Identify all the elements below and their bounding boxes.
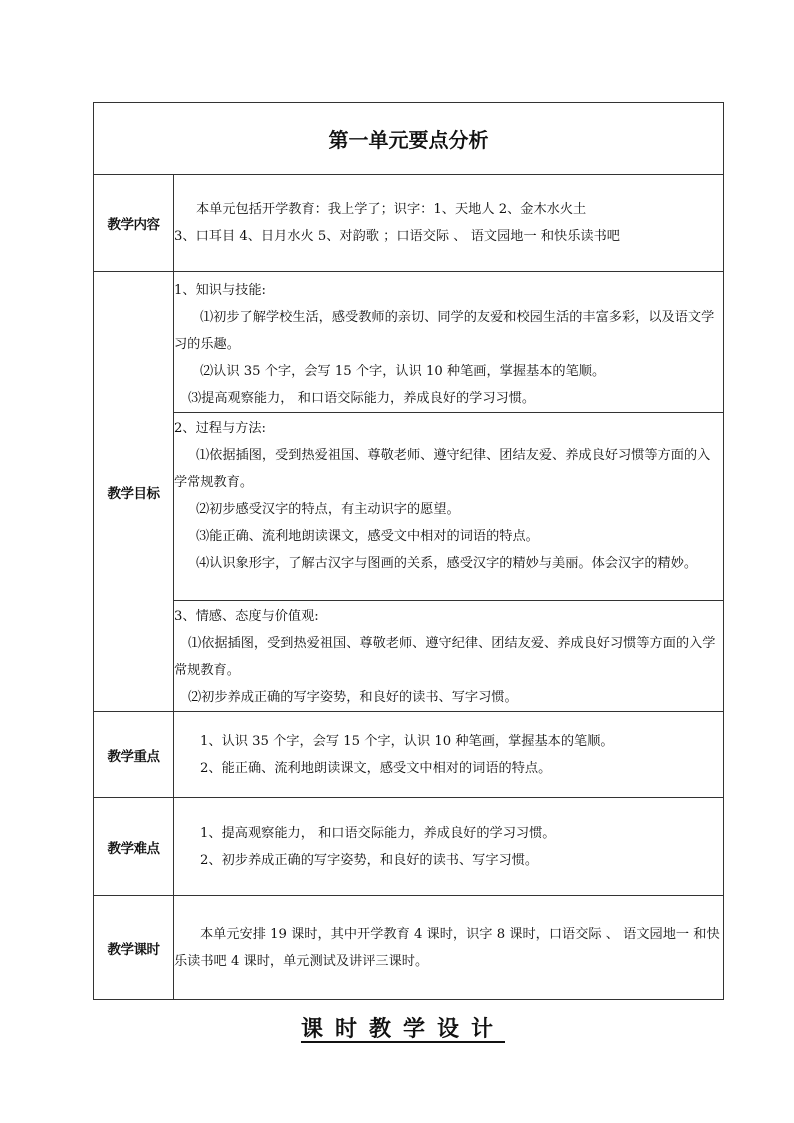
goal-line: ⑴依据插图，受到热爱祖国、尊敬老师、遵守纪律、团结友爱、养成良好习惯等方面的入学常规教育。 bbox=[174, 636, 716, 678]
teaching-goals-label: 教学目标 bbox=[94, 272, 174, 712]
difficulty-line: 1、提高观察能力， 和口语交际能力，养成良好的学习习惯。 bbox=[200, 825, 556, 841]
goal-line: ⑵认识 35 个字，会写 15 个字，认识 10 种笔画，掌握基本的笔顺。 bbox=[200, 364, 606, 379]
key-points-cell bbox=[174, 712, 724, 798]
unit-title: 第一单元要点分析 bbox=[94, 103, 724, 175]
class-hours-label: 教学课时 bbox=[94, 896, 174, 1000]
goals-row-attitude bbox=[94, 601, 724, 712]
difficulties-cell bbox=[174, 798, 724, 896]
class-hours-row bbox=[94, 896, 724, 1000]
goals-knowledge-cell bbox=[174, 272, 724, 413]
key-points-label: 教学重点 bbox=[94, 712, 174, 798]
goals-row-process bbox=[94, 413, 724, 601]
class-hours-text: 本单元安排 19 课时，其中开学教育 4 课时，识字 8 课时，口语交际 、 语文园地一 和快乐读书吧 4 课时，单元测试及讲评三课时。 bbox=[174, 926, 720, 969]
teaching-content-row bbox=[94, 175, 724, 272]
lesson-design-heading bbox=[0, 1012, 794, 1043]
goal-line: ⑴初步了解学校生活，感受教师的亲切、同学的友爱和校园生活的丰富多彩，以及语文学习的乐趣。 bbox=[174, 310, 715, 352]
goal-line: ⑵初步感受汉字的特点，有主动识字的愿望。 bbox=[196, 502, 460, 517]
goals-section-heading: 3、情感、态度与价值观: bbox=[174, 609, 319, 624]
goal-line: ⑵初步养成正确的写字姿势，和良好的读书、写字习惯。 bbox=[188, 690, 518, 705]
key-points-row bbox=[94, 712, 724, 798]
goal-line: ⑴依据插图，受到热爱祖国、尊敬老师、遵守纪律、团结友爱、养成良好习惯等方面的入学常规教育。 bbox=[174, 448, 711, 490]
goals-attitude-cell bbox=[174, 601, 724, 712]
goal-line: ⑶能正确、流利地朗读课文，感受文中相对的词语的特点。 bbox=[196, 529, 539, 544]
goals-section-heading: 1、知识与技能: bbox=[174, 283, 266, 298]
goals-process-cell bbox=[174, 413, 724, 601]
content-line: 3、口耳目 4、日月水火 5、对韵歌 ；口语交际 、 语文园地一 和快乐读书吧 bbox=[174, 229, 620, 244]
difficulties-label: 教学难点 bbox=[94, 798, 174, 896]
difficulty-line: 2、初步养成正确的写字姿势，和良好的读书、写字习惯。 bbox=[200, 852, 539, 868]
lesson-design-heading-text: 课时教学设计 bbox=[300, 1017, 505, 1042]
class-hours-cell bbox=[174, 896, 724, 1000]
teaching-content-cell bbox=[174, 175, 724, 272]
goals-row-knowledge bbox=[94, 272, 724, 413]
key-point-line: 2、能正确、流利地朗读课文，感受文中相对的词语的特点。 bbox=[200, 760, 552, 776]
goals-section-heading: 2、过程与方法: bbox=[174, 421, 266, 436]
content-line: 本单元包括开学教育：我上学了；识字：1、天地人 2、金木水火土 bbox=[196, 202, 587, 217]
unit-analysis-table bbox=[93, 102, 724, 1000]
difficulties-row bbox=[94, 798, 724, 896]
teaching-content-label: 教学内容 bbox=[94, 175, 174, 272]
goal-line: ⑷认识象形字，了解古汉字与图画的关系，感受汉字的精妙与美丽。体会汉字的精妙。 bbox=[196, 556, 698, 571]
key-point-line: 1、认识 35 个字，会写 15 个字，认识 10 种笔画，掌握基本的笔顺。 bbox=[200, 733, 614, 749]
goal-line: ⑶提高观察能力， 和口语交际能力，养成良好的学习习惯。 bbox=[188, 391, 536, 406]
